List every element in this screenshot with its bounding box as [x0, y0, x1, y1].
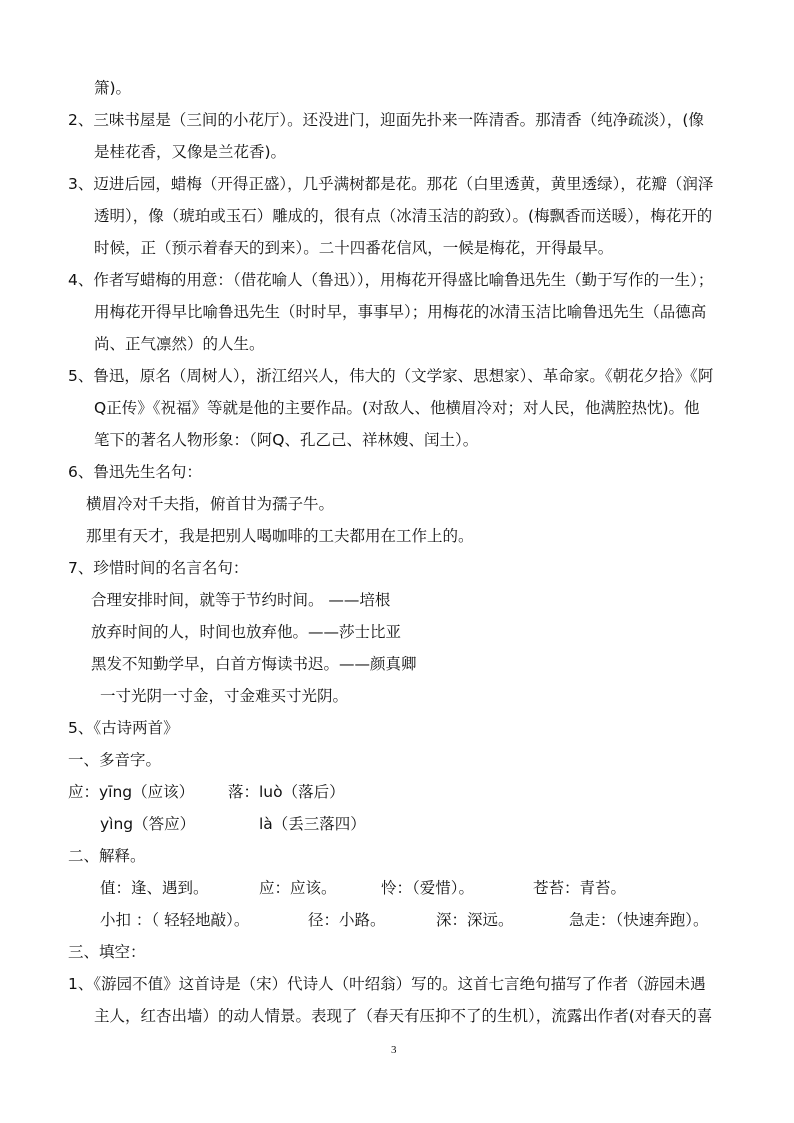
text-line: 主人，红杏出墙）的动人情景。表现了（春天有压抑不了的生机），流露出作者(对春天的喜	[94, 1007, 713, 1025]
text-line: 1、《游园不值》这首诗是（宋）代诗人（叶绍翁）写的。这首七言绝句描写了作者（游园未遇	[68, 975, 706, 993]
explanation-item: 值：逢、遇到。	[100, 879, 209, 897]
text-line: 4、作者写蜡梅的用意：（借花喻人（鲁迅）），用梅花开得盛比喻鲁迅先生（勤于写作的一生）；	[68, 271, 714, 289]
quote-line: 那里有天才，我是把别人喝咖啡的工夫都用在工作上的。	[86, 527, 474, 545]
text-line: Q正传》《祝福》等就是他的主要作品。(对敌人、他横眉冷对；对人民，他满腔热忱)。他	[94, 399, 700, 417]
text-line: 用梅花开得早比喻鲁迅先生（时时早，事事早）；用梅花的冰清玉洁比喻鲁迅先生（品德高	[94, 303, 707, 321]
text-line: 3、迈进后园，蜡梅（开得正盛），几乎满树都是花。那花（白里透黄，黄里透绿），花瓣（润泽	[68, 175, 714, 193]
text-line: 透明），像（琥珀或玉石）雕成的，很有点（冰清玉洁的韵致）。(梅飘香而送暖），梅花开的	[94, 207, 713, 225]
text-line: 是桂花香，又像是兰花香)。	[94, 143, 287, 161]
sub-heading: 一、多音字。	[68, 751, 162, 769]
explanation-item: 怜：（爱惜）。	[381, 879, 475, 897]
quote-line: 黑发不知勤学早，白首方悔读书迟。——颜真卿	[91, 655, 417, 673]
quote-line: 放弃时间的人，时间也放弃他。——莎士比亚	[91, 623, 402, 641]
text-line: 6、鲁迅先生名句：	[68, 463, 202, 481]
text-line: 5、鲁迅，原名（周树人），浙江绍兴人，伟大的（文学家、思想家）、革命家。《朝花夕拾》《阿	[68, 367, 714, 385]
explanation-item: 径：小路。	[308, 911, 386, 929]
text-line: 箫)。	[94, 79, 132, 97]
text-line: 笔下的著名人物形象：（阿Q、孔乙己、祥林嫂、闰土）。	[94, 431, 479, 449]
polyphone-entry: yìng（答应）	[100, 815, 196, 833]
section-heading: 5、《古诗两首》	[68, 719, 179, 737]
explanation-item: 深：深远。	[436, 911, 514, 929]
explanation-item: 应：应该。	[259, 879, 337, 897]
polyphone-entry: 落：luò（落后）	[228, 783, 345, 801]
explanation-item: 急走：（快速奔跑）。	[569, 911, 709, 929]
text-line: 7、珍惜时间的名言名句：	[68, 559, 249, 577]
explanation-item: 小扣 ：（ 轻轻地敲）。	[100, 911, 250, 929]
quote-line: 一寸光阴一寸金，寸金难买寸光阴。	[100, 687, 349, 705]
text-line: 尚、正气凛然）的人生。	[94, 335, 265, 353]
quote-line: 合理安排时间，就等于节约时间。 ——培根	[91, 591, 391, 609]
polyphone-entry: là（丢三落四）	[259, 815, 366, 833]
sub-heading: 三、填空：	[68, 943, 146, 961]
text-line: 时候，正（预示着春天的到来）。二十四番花信风，一候是梅花，开得最早。	[94, 239, 614, 257]
explanation-item: 苍苔：青苔。	[533, 879, 627, 897]
sub-heading: 二、解释。	[68, 847, 146, 865]
page-number: 3	[391, 1044, 397, 1056]
quote-line: 横眉冷对千夫指，俯首甘为孺子牛。	[86, 495, 335, 513]
polyphone-entry: 应：yīng（应该）	[68, 783, 195, 801]
text-line: 2、三味书屋是（三间的小花厅）。还没进门，迎面先扑来一阵清香。那清香（纯净疏淡），(像	[68, 111, 704, 129]
